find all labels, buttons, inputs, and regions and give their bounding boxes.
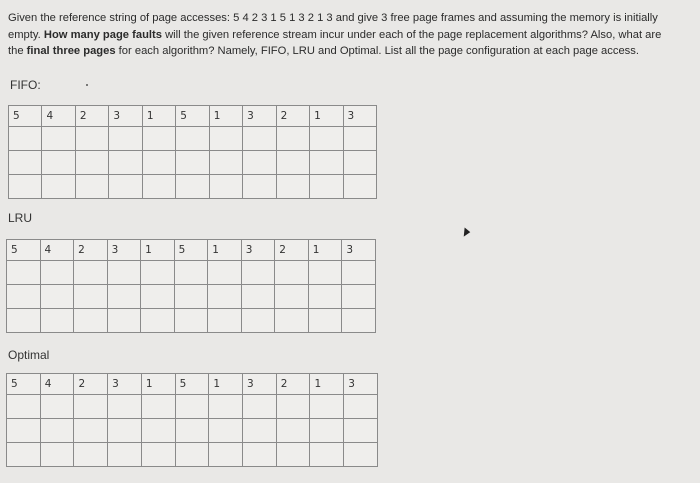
frame-cell[interactable] — [310, 443, 344, 467]
frame-cell[interactable] — [176, 151, 209, 175]
frame-cell[interactable] — [308, 285, 342, 309]
frame-cell[interactable] — [42, 151, 75, 175]
frame-cell[interactable] — [74, 285, 108, 309]
frame-cell[interactable] — [75, 127, 108, 151]
reference-cell: 3 — [108, 374, 142, 395]
reference-cell: 2 — [276, 106, 309, 127]
reference-cell: 3 — [344, 374, 378, 395]
frame-cell[interactable] — [343, 175, 376, 199]
frame-cell[interactable] — [142, 151, 175, 175]
frame-cell[interactable] — [243, 127, 276, 151]
frame-cell[interactable] — [241, 309, 275, 333]
frame-cell[interactable] — [209, 419, 243, 443]
reference-cell: 5 — [175, 374, 209, 395]
frame-row — [7, 395, 378, 419]
frame-cell[interactable] — [175, 395, 209, 419]
reference-cell: 1 — [209, 106, 242, 127]
frame-cell[interactable] — [109, 151, 142, 175]
frame-row — [9, 175, 377, 199]
frame-row — [7, 443, 378, 467]
frame-cell[interactable] — [275, 285, 309, 309]
frame-cell[interactable] — [174, 261, 208, 285]
frame-cell[interactable] — [243, 395, 277, 419]
frame-cell[interactable] — [308, 309, 342, 333]
stray-mark — [86, 84, 88, 86]
frame-cell[interactable] — [142, 127, 175, 151]
emphasis-final-pages: final three pages — [26, 45, 116, 58]
reference-cell: 5 — [176, 106, 209, 127]
reference-cell: 1 — [308, 240, 342, 261]
frame-cell[interactable] — [108, 419, 142, 443]
frame-cell[interactable] — [342, 309, 376, 333]
reference-cell: 3 — [343, 106, 376, 127]
frame-cell[interactable] — [209, 175, 242, 199]
frame-cell[interactable] — [175, 443, 209, 467]
frame-cell[interactable] — [276, 443, 310, 467]
frame-cell[interactable] — [208, 309, 242, 333]
frame-cell[interactable] — [344, 443, 378, 467]
reference-cell: 4 — [42, 106, 75, 127]
frame-cell[interactable] — [209, 151, 242, 175]
reference-cell: 2 — [275, 240, 309, 261]
reference-cell: 3 — [107, 240, 141, 261]
frame-cell[interactable] — [40, 419, 74, 443]
frame-cell[interactable] — [7, 261, 41, 285]
frame-cell[interactable] — [107, 309, 141, 333]
reference-cell: 5 — [7, 374, 41, 395]
frame-cell[interactable] — [344, 395, 378, 419]
frame-cell[interactable] — [343, 151, 376, 175]
frame-cell[interactable] — [7, 395, 41, 419]
reference-cell: 3 — [243, 374, 277, 395]
frame-cell[interactable] — [40, 309, 74, 333]
frame-cell[interactable] — [7, 419, 41, 443]
reference-cell: 4 — [40, 240, 74, 261]
frame-cell[interactable] — [40, 261, 74, 285]
frame-cell[interactable] — [108, 443, 142, 467]
frame-cell[interactable] — [275, 261, 309, 285]
fifo-table — [8, 105, 377, 199]
frame-cell[interactable] — [141, 395, 175, 419]
frame-cell[interactable] — [276, 395, 310, 419]
frame-cell[interactable] — [310, 419, 344, 443]
reference-cell: 3 — [109, 106, 142, 127]
frame-cell[interactable] — [310, 175, 343, 199]
emphasis-page-faults: How many page faults — [43, 28, 162, 41]
frame-cell[interactable] — [342, 285, 376, 309]
frame-cell[interactable] — [141, 443, 175, 467]
frame-cell[interactable] — [310, 395, 344, 419]
frame-row — [9, 151, 377, 175]
frame-cell[interactable] — [108, 395, 142, 419]
frame-cell[interactable] — [276, 127, 309, 151]
frame-cell[interactable] — [9, 175, 42, 199]
frame-cell[interactable] — [308, 261, 342, 285]
reference-cell: 2 — [75, 106, 108, 127]
frame-row — [7, 261, 376, 285]
reference-cell: 5 — [9, 106, 42, 127]
optimal-label: Optimal — [8, 348, 50, 362]
reference-cell: 1 — [310, 106, 343, 127]
frame-cell[interactable] — [141, 419, 175, 443]
frame-cell[interactable] — [241, 261, 275, 285]
frame-cell[interactable] — [74, 443, 108, 467]
reference-row — [7, 240, 376, 261]
frame-cell[interactable] — [276, 175, 309, 199]
frame-cell[interactable] — [176, 127, 209, 151]
reference-cell: 1 — [209, 374, 243, 395]
frame-cell[interactable] — [141, 309, 175, 333]
frame-row — [9, 127, 377, 151]
frame-cell[interactable] — [208, 261, 242, 285]
reference-cell: 1 — [142, 106, 175, 127]
reference-cell: 3 — [342, 240, 376, 261]
lru-label: LRU — [8, 211, 33, 225]
frame-cell[interactable] — [75, 151, 108, 175]
frame-cell[interactable] — [42, 127, 75, 151]
frame-cell[interactable] — [9, 151, 42, 175]
reference-row — [9, 106, 377, 127]
frame-cell[interactable] — [243, 175, 276, 199]
reference-cell: 1 — [141, 240, 175, 261]
frame-cell[interactable] — [74, 419, 108, 443]
lru-table — [6, 239, 376, 333]
reference-cell: 5 — [7, 240, 41, 261]
reference-cell: 2 — [276, 374, 310, 395]
frame-cell[interactable] — [40, 395, 74, 419]
frame-cell[interactable] — [7, 285, 41, 309]
frame-cell[interactable] — [74, 261, 108, 285]
frame-cell[interactable] — [42, 175, 75, 199]
frame-cell[interactable] — [276, 151, 309, 175]
frame-cell[interactable] — [141, 285, 175, 309]
frame-cell[interactable] — [342, 261, 376, 285]
frame-cell[interactable] — [7, 309, 41, 333]
frame-cell[interactable] — [7, 443, 41, 467]
question-line-3: the final three pages for each algorithm? Namely, FIFO, LRU and Optimal. List all the page configuration at each page access. — [8, 45, 639, 58]
reference-cell: 2 — [74, 374, 108, 395]
question-text — [8, 10, 680, 60]
reference-cell: 1 — [208, 240, 242, 261]
frame-cell[interactable] — [243, 151, 276, 175]
frame-cell[interactable] — [243, 443, 277, 467]
frame-cell[interactable] — [109, 175, 142, 199]
frame-cell[interactable] — [310, 151, 343, 175]
frame-cell[interactable] — [40, 443, 74, 467]
frame-cell[interactable] — [175, 419, 209, 443]
frame-cell[interactable] — [75, 175, 108, 199]
frame-cell[interactable] — [142, 175, 175, 199]
reference-cell: 1 — [141, 374, 175, 395]
frame-row — [7, 285, 376, 309]
frame-cell[interactable] — [209, 127, 242, 151]
frame-cell[interactable] — [107, 261, 141, 285]
reference-cell: 4 — [40, 374, 74, 395]
reference-cell: 3 — [241, 240, 275, 261]
frame-cell[interactable] — [109, 127, 142, 151]
fifo-label: FIFO: — [10, 78, 41, 92]
frame-cell[interactable] — [40, 285, 74, 309]
frame-cell[interactable] — [241, 285, 275, 309]
reference-cell: 1 — [310, 374, 344, 395]
optimal-table — [6, 373, 378, 467]
frame-cell[interactable] — [243, 419, 277, 443]
frame-cell[interactable] — [276, 419, 310, 443]
reference-cell: 5 — [174, 240, 208, 261]
cursor-arrow-icon — [460, 226, 471, 236]
frame-cell[interactable] — [344, 419, 378, 443]
reference-cell: 2 — [74, 240, 108, 261]
frame-cell[interactable] — [209, 443, 243, 467]
frame-cell[interactable] — [141, 261, 175, 285]
reference-row — [7, 374, 378, 395]
frame-cell[interactable] — [176, 175, 209, 199]
frame-cell[interactable] — [9, 127, 42, 151]
frame-cell[interactable] — [275, 309, 309, 333]
frame-cell[interactable] — [343, 127, 376, 151]
frame-cell[interactable] — [107, 285, 141, 309]
frame-cell[interactable] — [74, 309, 108, 333]
reference-cell: 3 — [243, 106, 276, 127]
frame-cell[interactable] — [174, 309, 208, 333]
frame-cell[interactable] — [74, 395, 108, 419]
frame-cell[interactable] — [174, 285, 208, 309]
frame-cell[interactable] — [310, 127, 343, 151]
frame-cell[interactable] — [209, 395, 243, 419]
question-line-2: empty. How many page faults will the given reference stream incur under each of the page replacement algorithms? Also, what are — [8, 28, 662, 41]
frame-row — [7, 309, 376, 333]
question-line-1: Given the reference string of page accesses: 5 4 2 3 1 5 1 3 2 1 3 and give 3 free page frames and assuming the memory is initially — [8, 12, 658, 24]
frame-cell[interactable] — [208, 285, 242, 309]
frame-row — [7, 419, 378, 443]
